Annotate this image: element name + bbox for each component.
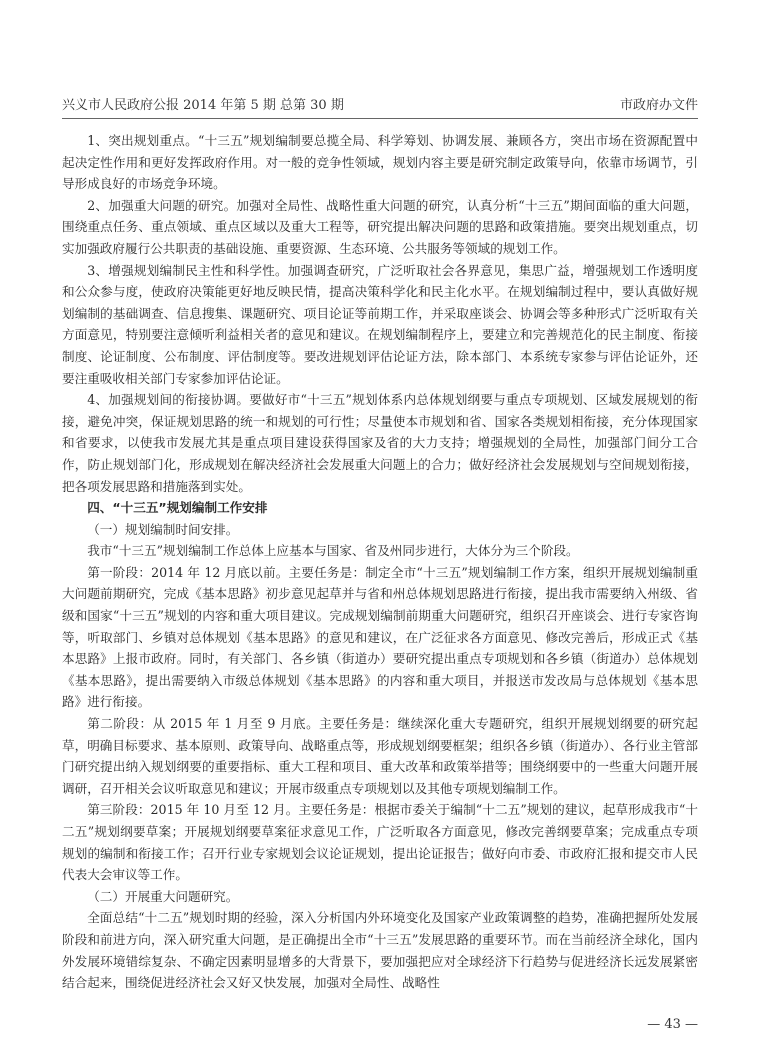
document-body: [62, 130, 698, 994]
paragraph: 2、加强重大问题的研究。加强对全局性、战略性重大问题的研究，认真分析“十三五”期间面临的重大问题，围绕重点任务、重点领域、重点区域以及重大工程等，研究提出解决问题的思路和政策措施。要突出规划重点，切实加强政府履行公共职责的基础设施、重要资源、生态环境、公共服务等领域的规划工作。: [62, 197, 698, 256]
publication-title: 兴义市人民政府公报 2014 年第 5 期 总第 30 期: [62, 98, 344, 113]
paragraph: 3、增强规划编制民主性和科学性。加强调查研究，广泛听取社会各界意见，集思广益，增强规划工作透明度和公众参与度，使政府决策能更好地反映民情，提高决策科学化和民主化水平。在规划编制过程中，要认真做好规划编制的基础调查、信息搜集、课题研究、项目论证等前期工作，并采取座谈会、协调会等多种形式广泛听取有关方面意见，特别要注意倾听利益相关者的意见和建议。在规划编制程序上，要建立和完善规范化的民主制度、衔接制度、论证制度、公布制度、评估制度等。要改进规划评估论证方法，除本部门、本系统专家参与评估论证外，还要注重吸收相关部门专家参加评估论证。: [62, 262, 698, 386]
paragraph: 全面总结“十二五”规划时期的经验，深入分析国内外环境变化及国家产业政策调整的趋势，准确把握所处发展阶段和前进方向，深入研究重大问题，是正确提出全市“十三五”发展思路的重要环节。而在当前经济全球化，国内外发展环境错综复杂、不确定因素明显增多的大背景下，要加强把应对全球经济下行趋势与促进经济长远发展紧密结合起来，围绕促进经济社会又好又快发展，加强对全局性、战略性: [62, 910, 698, 991]
subsection-heading: （二）开展重大问题研究。: [87, 888, 239, 904]
section-name: 市政府办文件: [619, 98, 698, 113]
page-header: [62, 94, 698, 119]
paragraph: 1、突出规划重点。“十三五”规划编制要总揽全局、科学筹划、协调发展、兼顾各方，突出市场在资源配置中起决定性作用和更好发挥政府作用。对一般的竞争性领域，规划内容主要是研究制定政策导向，依靠市场调节，引导形成良好的市场竞争环境。: [62, 133, 698, 192]
page-number: — 43 —: [647, 1017, 698, 1032]
subsection-heading: （一）规划编制时间安排。: [87, 521, 239, 537]
section-heading: 四、“十三五”规划编制工作安排: [87, 500, 268, 516]
paragraph: 第三阶段：2015 年 10 月至 12 月。主要任务是：根据市委关于编制“十二五”规划的建议，起草形成我市“十二五”规划纲要草案；开展规划纲要草案征求意见工作，广泛听取各方面意见，修改完善纲要草案；完成重点专项规划的编制和衔接工作；召开行业专家规划会议论证规划，提出论证报告；做好向市委、市政府汇报和提交市人民代表大会审议等工作。: [62, 802, 698, 883]
paragraph: 第二阶段：从 2015 年 1 月至 9 月底。主要任务是：继续深化重大专题研究，组织开展规划纲要的研究起草，明确目标要求、基本原则、政策导向、战略重点等，形成规划纲要框架；组织各乡镇（街道办）、各行业主管部门研究提出纳入规划纲要的重要指标、重大工程和项目、重大改革和政策举措等；围绕纲要中的一些重大问题开展调研，召开相关会议听取意见和建议；开展市级重点专项规划以及其他专项规划编制工作。: [62, 716, 698, 796]
paragraph: 第一阶段：2014 年 12 月底以前。主要任务是：制定全市“十三五”规划编制工作方案，组织开展规划编制重大问题前期研究，完成《基本思路》初步意见起草并与省和州总体规划思路进行衔接，提出我市需要纳入州级、省级和国家“十三五”规划的内容和重大项目建议。完成规划编制前期重大问题研究，组织召开座谈会、进行专家咨询等，听取部门、乡镇对总体规划《基本思路》的意见和建议，在广泛征求各方面意见、修改完善后，形成正式《基本思路》上报市政府。同时，有关部门、各乡镇（街道办）要研究提出重点专项规划和各乡镇（街道办）总体规划《基本思路》，提出需要纳入市级总体规划《基本思路》的内容和重大项目，并报送市发改局与总体规划《基本思路》进行衔接。: [62, 564, 698, 710]
paragraph: 我市“十三五”规划编制工作总体上应基本与国家、省及州同步进行，大体分为三个阶段。: [87, 543, 579, 559]
paragraph: 4、加强规划间的衔接协调。要做好市“十三五”规划体系内总体规划纲要与重点专项规划、区域发展规划的衔接，避免冲突，保证规划思路的统一和规划的可行性；尽量使本市规划和省、国家各类规划相衔接，充分体现国家和省要求，以使我市发展尤其是重点项目建设获得国家及省的大力支持；增强规划的全局性，加强部门间分工合作，防止规划部门化，形成规划在解决经济社会发展重大问题上的合力；做好经济社会发展规划与空间规划衔接，把各项发展思路和措施落到实处。: [62, 392, 698, 494]
